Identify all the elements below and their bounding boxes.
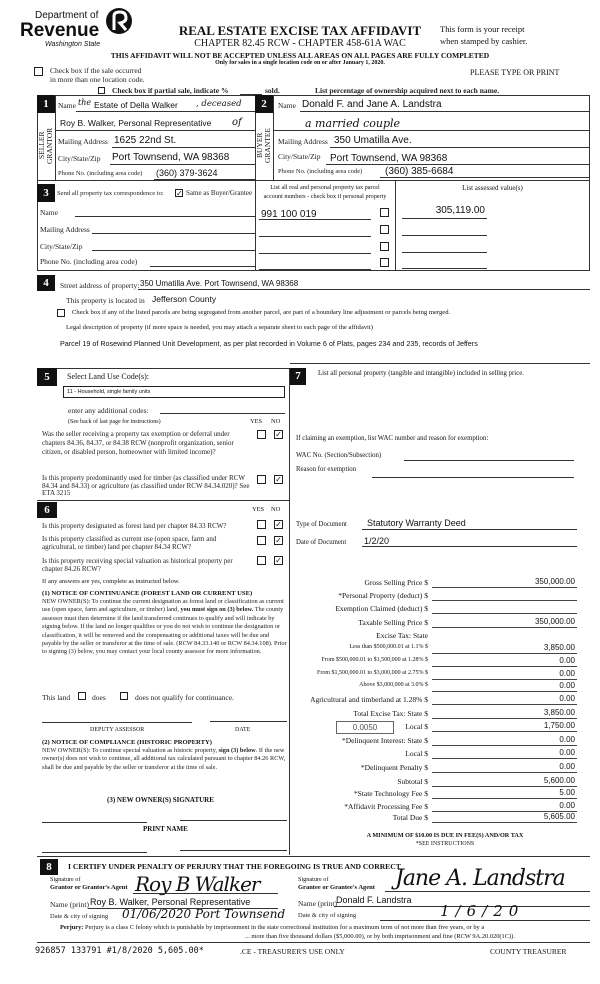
form-title: REAL ESTATE EXCISE TAX AFFIDAVIT <box>178 23 422 38</box>
field-line <box>112 147 255 148</box>
buyer-phone-label: Phone No. (including area code) <box>278 168 363 175</box>
grantee-date-field[interactable]: 1/6/20 <box>440 902 525 920</box>
q-current-use-yes[interactable] <box>257 536 266 545</box>
tax-row-label: Excise Tax: State <box>376 631 428 640</box>
reason-label: Reason for exemption <box>296 466 357 473</box>
section-1-badge: 1 <box>37 95 55 113</box>
legal-label: Legal description of property (if more space is needed, you may attach a separate sheet to each page of the affidavit) <box>66 324 373 331</box>
divider <box>273 95 274 180</box>
tax-row-value[interactable]: 3,850.00 <box>543 708 575 717</box>
multi-location-label: Check box if the sale occurred <box>50 66 142 75</box>
tax-row-label: Total Due $ <box>392 813 428 822</box>
located-label: This property is located in <box>66 296 145 305</box>
wac-input[interactable] <box>404 460 574 461</box>
section-7-badge: 7 <box>290 368 306 385</box>
notice-continuance-text <box>42 598 287 657</box>
yes-header: YES <box>250 418 263 425</box>
county-field[interactable]: Jefferson County <box>152 294 217 304</box>
parcel-number-field[interactable]: 991 100 019 <box>261 209 317 220</box>
divider <box>37 856 590 857</box>
tax-row-line <box>432 627 577 628</box>
grantee-sig-label: Signature of <box>298 876 329 883</box>
corr-phone-label: Phone No. (including area code) <box>40 257 138 266</box>
grantor-name-field[interactable]: Roy B. Walker, Personal Representative <box>90 897 251 907</box>
seller-mail-field[interactable]: 1625 22nd St. <box>114 135 177 146</box>
tax-row-line <box>432 798 577 799</box>
buyer-grantee-label: BUYER GRANTEE <box>255 128 272 163</box>
perjury-notice <box>60 924 484 931</box>
please-type: PLEASE TYPE OR PRINT <box>470 68 560 77</box>
q-forest-land: Is this property designated as forest land per chapter 84.33 RCW? <box>42 522 227 530</box>
q-forest-land-yes[interactable] <box>257 520 266 529</box>
doc-type-field[interactable]: Statutory Warranty Deed <box>367 518 466 528</box>
new-owner-signature-1[interactable] <box>42 822 147 823</box>
tax-row-label: Agricultural and timberland at 1.28% $ <box>310 695 428 704</box>
notice-bold: sign (3) below <box>218 747 256 754</box>
land-use-code-select[interactable]: 11 - Household, single family units <box>63 386 285 398</box>
tax-row-line <box>432 691 577 692</box>
multi-location-label-2: in more than one location code. <box>50 75 145 84</box>
field-line <box>259 236 371 237</box>
grantor-sig-label: Signature of <box>50 876 81 883</box>
tax-row-value[interactable]: 3,850.00 <box>543 643 575 652</box>
field-line <box>326 164 590 165</box>
tax-row-label: *State Technology Fee $ <box>353 789 428 798</box>
divider <box>37 180 590 181</box>
section-5-badge: 5 <box>37 368 57 386</box>
new-owner-signature-title: (3) NEW OWNER(S) SIGNATURE <box>107 796 214 804</box>
notice-text: . If the new owner(s) does not wish to continue, all additional tax calculated pursuant to chapter 84.26 RCW, shall be due and payable by the seller or transferor at the time of sale. <box>42 747 286 771</box>
logo-brand: Revenue <box>20 20 100 41</box>
yes-header: YES <box>252 506 265 513</box>
segregated-checkbox[interactable] <box>57 309 65 317</box>
form-warning: THIS AFFIDAVIT WILL NOT BE ACCEPTED UNLESS ALL AREAS ON ALL PAGES ARE FULLY COMPLETED <box>110 51 490 60</box>
qualifies-checkbox[interactable] <box>78 692 86 700</box>
multi-location-checkbox[interactable] <box>34 67 43 76</box>
personal-property-checkbox[interactable] <box>380 225 389 234</box>
field-line <box>55 130 255 131</box>
notice-compliance-title: (2) NOTICE OF COMPLIANCE (HISTORIC PROPERTY) <box>42 739 212 746</box>
buyer-phone-field[interactable]: (360) 385-6684 <box>385 166 454 177</box>
tax-row-label: Subtotal $ <box>397 777 428 786</box>
street-label: Street address of property: <box>60 281 140 290</box>
field-line <box>154 179 255 180</box>
personal-property-checkbox[interactable] <box>380 258 389 267</box>
deputy-assessor-label: DEPUTY ASSESSOR <box>90 727 145 733</box>
notice-bold: you must sign on (3) below. <box>180 606 254 614</box>
notice-text: NEW OWNER(S): To continue the current designation as forest land or classification as current use (open space, farm and agriculture, or timber) land, <box>42 598 284 614</box>
field-line <box>380 177 590 178</box>
seller-phone-label: Phone No. (including area code) <box>58 170 143 177</box>
personal-property-checkbox[interactable] <box>380 208 389 217</box>
q-timber: Is this property predominantly used for timber (as classified under RCW 84.34 and 84.33) or agriculture (as classified under RCW 84.34.020)? See ETA 3215 <box>42 474 250 497</box>
section-3-badge: 3 <box>37 184 55 202</box>
land-use-label: Select Land Use Code(s): <box>67 372 149 381</box>
tax-row-label: *Affidavit Processing Fee $ <box>344 802 428 811</box>
seller-name-handwritten-2: , deceased <box>196 99 242 109</box>
tax-row-label: Above $3,000,000 at 3.0% $ <box>359 682 428 688</box>
tax-row-value[interactable]: 0.00 <box>559 656 575 665</box>
additional-codes-input[interactable] <box>160 413 285 414</box>
deputy-date[interactable] <box>210 721 287 722</box>
grantee-name-field[interactable]: Donald F. Landstra <box>336 895 412 905</box>
new-owner-signature-2[interactable] <box>180 820 287 821</box>
notice-text: NEW OWNER(S): To continue special valuation as historic property, <box>42 747 219 754</box>
logo-dept: Department of <box>35 10 99 21</box>
divider <box>37 500 290 501</box>
ownership-label: List percentage of ownership acquired next to each name. <box>315 86 500 95</box>
corr-phone-input[interactable] <box>150 266 255 267</box>
wac-label: WAC No. (Section/Subsection) <box>296 452 382 459</box>
this-land-label: This land <box>42 693 71 702</box>
field-line <box>380 920 590 921</box>
section-8-badge: 8 <box>40 859 58 875</box>
grantor-date-field[interactable]: 01/06/2020 Port Townsend <box>122 907 286 921</box>
buyer-name-field[interactable]: Donald F. and Jane A. Landstra <box>302 99 442 110</box>
perjury-text-2: ... more than five thousand dollars ($5,000.00), or by both imprisonment and fine (RCW 9A.20.020(1C)). <box>245 933 515 940</box>
grantee-name-label: Name (print) <box>298 899 337 908</box>
buyer-name-label: Name <box>278 101 296 110</box>
field-line <box>133 893 278 894</box>
field-line <box>138 289 590 290</box>
exemption-note: If claiming an exemption, list WAC number and reason for exemption: <box>296 435 489 442</box>
field-line <box>76 111 255 112</box>
field-line <box>402 252 487 253</box>
if-yes-note: If any answers are yes, complete as instructed below. <box>42 578 180 585</box>
treasurer-use-label: .CE - TREASURER'S USE ONLY <box>240 947 345 956</box>
corr-mail-label: Mailing Address <box>40 225 90 234</box>
tax-row-line <box>432 822 577 823</box>
tax-row-line <box>432 679 577 680</box>
field-line <box>259 253 371 254</box>
seller-mail-label: Mailing Address <box>58 137 108 146</box>
tax-row-line <box>432 718 577 719</box>
grantor-sig-label-2: Grantor or Grantor's Agent <box>50 884 128 891</box>
seller-name-field[interactable]: Estate of Della Walker <box>94 100 178 110</box>
q-historic-no[interactable]: ✓ <box>275 556 282 565</box>
print-name-1[interactable] <box>42 852 147 853</box>
partial-sale-checkbox[interactable] <box>98 87 105 94</box>
section-6-badge: 6 <box>37 502 57 518</box>
field-line <box>402 218 487 219</box>
tax-row-line <box>432 704 577 705</box>
personal-property-checkbox[interactable] <box>380 242 389 251</box>
sold-label: sold. <box>265 86 280 95</box>
divider <box>395 180 396 271</box>
tax-row-value[interactable]: 0.00 <box>559 681 575 690</box>
section-4-badge: 4 <box>37 275 55 291</box>
section-2-badge: 2 <box>255 95 273 113</box>
tax-row-line <box>432 745 577 746</box>
grantee-sig-label-2: Grantee or Grantee's Agent <box>298 884 375 891</box>
tax-row-value[interactable]: 0.00 <box>559 735 575 744</box>
q-tax-exemption: Was the seller receiving a property tax exemption or deferral under chapters 84.36, 84.37, or 84.38 RCW (nonprofit organization, senior citizen, or disabled person, homeowner with limited income)? <box>42 430 234 456</box>
divider <box>37 942 590 943</box>
tax-row-value[interactable]: 1,750.00 <box>543 721 575 730</box>
tax-row-label: From $500,000.01 to $1,500,000 at 1.28% $ <box>321 657 428 663</box>
tax-row-value[interactable]: 350,000.00 <box>534 577 575 586</box>
seller-city-field[interactable]: Port Townsend, WA 98368 <box>112 152 230 163</box>
q-tax-exemption-no[interactable]: ✓ <box>275 430 282 439</box>
tax-row-line <box>432 666 577 667</box>
grantee-signature[interactable]: Jane A. Landstra <box>395 866 565 891</box>
tax-row-value[interactable]: 0.00 <box>559 762 575 771</box>
tax-row-line <box>432 587 577 588</box>
corr-name-label: Name <box>40 208 58 217</box>
grantor-date-label: Date & city of signing <box>50 913 109 920</box>
q-current-use-no[interactable]: ✓ <box>275 536 282 545</box>
see-back-note: (See back of last page for instructions) <box>68 419 161 425</box>
doc-date-field[interactable]: 1/2/20 <box>364 536 390 546</box>
tax-row-value[interactable]: 0.00 <box>559 748 575 757</box>
corr-city-label: City/State/Zip <box>40 242 83 251</box>
buyer-city-field[interactable]: Port Townsend, WA 98368 <box>330 153 448 164</box>
grantor-name-label: Name (print) <box>50 900 89 909</box>
reason-input[interactable] <box>372 477 574 478</box>
does-not-label: does not qualify for continuance. <box>135 693 234 702</box>
q-timber-yes[interactable] <box>257 475 266 484</box>
tax-row-value[interactable]: 5,605.00 <box>543 812 575 821</box>
notice-text: The county assessor must then determine if the land transferred continues to qualify and will indicate by signing below. If the land no longer qualifies or you do not wish to continue the designation or classification, it will be removed and the compensating or additional taxes will be due and payable by the seller or transferor at the time of sale. (RCW 84.33.140 or RCW 84.34.108). Prior to signing (3) below, you may contact your local county assessor for more information. <box>42 606 287 656</box>
tax-row-value[interactable]: 0.00 <box>559 669 575 678</box>
logo-state: Washington State <box>45 41 101 48</box>
divider <box>290 363 590 364</box>
notice-compliance-text <box>42 747 287 772</box>
see-instructions: *SEE INSTRUCTIONS <box>415 841 475 847</box>
seller-name-label: Name <box>58 101 76 110</box>
tax-row-line <box>432 731 577 732</box>
assessed-value-header: List assessed value(s) <box>462 184 523 192</box>
buyer-city-label: City/State/Zip <box>278 152 321 161</box>
additional-codes-label: enter any additional codes: <box>68 406 149 415</box>
field-line <box>273 130 590 131</box>
seller-name-handwritten: the <box>78 98 92 107</box>
tax-row-line <box>432 786 577 787</box>
tax-row-label: Taxable Selling Price $ <box>358 618 428 627</box>
field-line <box>402 235 487 236</box>
tax-row-line <box>432 758 577 759</box>
county-treasurer-label: COUNTY TREASURER <box>490 947 567 956</box>
perjury-text: Perjury is a class C felony which is punishable by imprisonment in the state correctional institution for a maximum term of not more than five years, or by a <box>83 924 485 931</box>
personal-property-label: List all personal property (tangible and intangible) included in selling price. <box>318 370 524 377</box>
partial-sale-label: Check box if partial sale, indicate % <box>112 86 229 95</box>
form-subtitle: CHAPTER 82.45 RCW - CHAPTER 458-61A WAC <box>194 38 406 49</box>
parcel-header-2: account numbers - check box if personal property <box>263 193 387 200</box>
doc-date-label: Date of Document <box>296 539 347 546</box>
tax-row-label: *Delinquent Interest: State $ <box>341 736 428 745</box>
print-name-label: PRINT NAME <box>143 825 188 833</box>
parcel-header: List all real and personal property tax parcel <box>270 184 380 191</box>
tax-row-label: From $1,500,000.01 to $3,000,000 at 2.75% $ <box>317 670 428 676</box>
legal-description-field[interactable]: Parcel 19 of Rosewind Planned Unit Development, as per plat recorded in Volume 6 of Plats, pages 234 and 235, records of Jeffers <box>60 339 478 348</box>
corr-city-input[interactable] <box>92 250 255 251</box>
receipt-note: This form is your receipt <box>440 24 525 34</box>
form-note: Only for sales in a single location code on or after January 1, 2020. <box>215 60 385 66</box>
field-line <box>385 891 590 892</box>
tax-row-line <box>432 772 577 773</box>
corr-mail-input[interactable] <box>92 233 255 234</box>
perjury-bold: Perjury: <box>60 924 84 931</box>
field-line <box>300 111 590 112</box>
tax-row-line <box>432 613 577 614</box>
seller-phone-field[interactable]: (360) 379-3624 <box>156 168 218 178</box>
tax-row-label: Gross Selling Price $ <box>364 578 428 587</box>
cashier-stamp: 926857 133791 #1/8/2020 5,605.00* <box>35 946 204 956</box>
tax-row-label: *Delinquent Penalty $ <box>360 763 428 772</box>
tax-row-label: *Personal Property (deduct) $ <box>338 591 428 600</box>
doc-type-label: Type of Document <box>296 521 347 528</box>
buyer-mail-label: Mailing Address <box>278 137 328 146</box>
q-forest-land-no[interactable]: ✓ <box>275 520 282 529</box>
tax-row-line <box>432 653 577 654</box>
field-line <box>402 268 487 269</box>
q-current-use: Is this property classified as current use (open space, farm and agricultural, or timber) land per chapter 84.34 RCW? <box>42 535 217 551</box>
does-label: does <box>92 693 106 702</box>
grantee-date-label: Date & city of signing <box>298 912 357 919</box>
seller-rep-handwritten: of <box>232 117 242 128</box>
street-address-field[interactable]: 350 Umatilla Ave. Port Townsend, WA 98368 <box>140 279 299 288</box>
tax-row-label: Less than $500,000.01 at 1.1% $ <box>349 644 428 650</box>
field-line <box>110 164 255 165</box>
tax-row-value[interactable]: 0.00 <box>559 801 575 810</box>
buyer-mail-field[interactable]: 350 Umatilla Ave. <box>334 135 412 146</box>
q-tax-exemption-yes[interactable] <box>257 430 266 439</box>
tax-row-value[interactable]: 5,600.00 <box>543 776 575 785</box>
field-line <box>259 219 371 220</box>
field-line <box>330 147 590 148</box>
same-as-buyer-checkbox[interactable]: ✓ <box>176 189 183 198</box>
q-timber-no[interactable]: ✓ <box>275 475 282 484</box>
seller-rep-field[interactable]: Roy B. Walker, Personal Representative <box>60 118 212 128</box>
seller-city-label: City/State/Zip <box>58 154 101 163</box>
field-line <box>362 529 577 530</box>
deputy-assessor-signature[interactable] <box>42 722 192 723</box>
assessed-value-field[interactable]: 305,119.00 <box>435 205 485 216</box>
tax-row-line <box>432 600 577 601</box>
local-rate-field[interactable]: 0.0050 <box>336 721 394 734</box>
no-header: NO <box>271 506 281 513</box>
tax-row-label: Local $ <box>405 749 428 758</box>
tax-row-value[interactable]: 0.00 <box>559 694 575 703</box>
tax-row-label: Total Excise Tax: State $ <box>353 709 428 718</box>
same-as-buyer-label: Same as Buyer/Grantee <box>186 189 253 197</box>
tax-row-value[interactable]: 350,000.00 <box>534 617 575 626</box>
minimum-note: A MINIMUM OF $10.00 IS DUE IN FEE(S) AND/OR TAX <box>366 832 524 839</box>
seller-grantor-label: SELLER GRANTOR <box>37 127 54 164</box>
print-name-2[interactable] <box>180 850 287 851</box>
correspondence-label: Send all property tax correspondence to: <box>57 190 164 197</box>
field-line <box>362 546 577 547</box>
notice-continuance-title: (1) NOTICE OF CONTINUANCE (FOREST LAND OR CURRENT USE) <box>42 590 253 597</box>
q-historic-yes[interactable] <box>257 556 266 565</box>
field-line <box>259 269 371 270</box>
tax-row-label: Local $ <box>405 722 428 731</box>
corr-name-input[interactable] <box>75 216 255 217</box>
certify-statement: I CERTIFY UNDER PENALTY OF PERJURY THAT THE FOREGOING IS TRUE AND CORRECT <box>68 862 401 871</box>
no-header: NO <box>271 418 281 425</box>
date-label: DATE <box>235 727 251 733</box>
q-historic: Is this property receiving special valuation as historical property per chapter 84.26 RCW? <box>42 557 233 573</box>
tax-row-value[interactable]: 5.00 <box>559 788 575 797</box>
buyer-name-handwritten: a married couple <box>305 117 401 130</box>
not-qualifies-checkbox[interactable] <box>120 692 128 700</box>
receipt-note-2: when stamped by cashier. <box>440 36 528 46</box>
grantor-signature[interactable]: Roy B Walker <box>135 872 260 896</box>
tax-row-label: Exemption Claimed (deduct) $ <box>335 604 428 613</box>
divider <box>55 95 56 180</box>
segregated-label: Check box if any of the listed parcels are being segregated from another parcel, are part of a boundary line adjustment or parcels being merged. <box>72 309 451 316</box>
